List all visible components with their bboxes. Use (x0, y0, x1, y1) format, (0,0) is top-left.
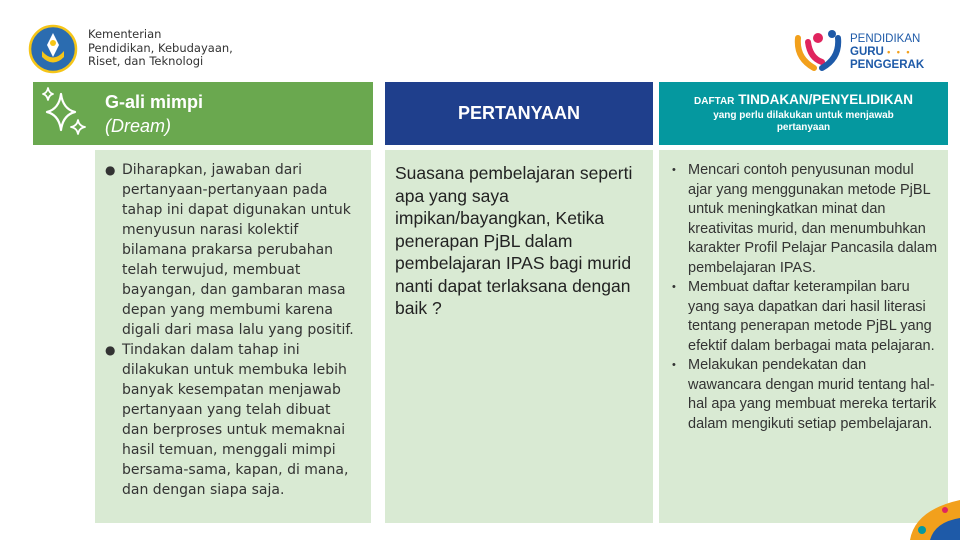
guru-penggerak-mark-icon (792, 28, 844, 72)
g-ali-panel (95, 150, 371, 523)
logo-word-pendidikan: PENDIDIKAN (850, 33, 921, 45)
list-item-text: Melakukan pendekatan dan wawancara dengan murid tentang hal-hal apa yang membuat mereka tertarik dalam mengikuti setiap pembelajaran. (688, 357, 937, 432)
list-item-text: Mencari contoh penyusunan modul ajar yang menggunakan metode PjBL untuk meningkatkan minat dan kreativitas murid, dan menumbuhkan karakter Profil Pelajar Pancasila dalam pembelajaran IPAS. (688, 162, 938, 276)
logo-word-guru: GURU (850, 46, 884, 58)
list-item (671, 356, 940, 434)
list-item-text: Membuat daftar keterampilan baru yang saya dapatkan dari hasil literasi tentang penerapan metode PjBL yang efektif dalam berbagai mata pelajaran. (688, 279, 935, 354)
ministry-line-1: Kementerian (88, 27, 162, 41)
tindakan-subtitle: yang perlu dilakukan untuk menjawab pertanyaan (713, 110, 894, 133)
list-item-text: Diharapkan, jawaban dari pertanyaan-pertanyaan pada tahap ini dapat digunakan untuk menyusun narasi kolektif bilamana prakarsa perubahan telah terwujud, membuat bayangan, dan gambaran masa depan yang membumi karena digali dari masa lalu yang positif. (122, 162, 354, 338)
g-ali-subtitle: (Dream) (105, 116, 171, 136)
tindakan-title-prefix: DAFTAR (694, 96, 735, 107)
g-ali-title: G-ali mimpi (105, 92, 204, 112)
list-item-text: Tindakan dalam tahap ini dilakukan untuk membuka lebih banyak kesempatan menjawab pertanyaan yang telah dibuat dan berproses untuk memaknai hasil temuan, menggali mimpi bersama-sama, kapan, di mana, dan dengan siapa saja. (122, 342, 349, 498)
decorative-pattern-icon (900, 470, 960, 540)
tindakan-panel (659, 150, 948, 523)
tindakan-header (659, 82, 948, 145)
bullet-icon: • (672, 164, 676, 176)
guru-penggerak-logo (792, 26, 942, 76)
pertanyaan-title: PERTANYAAN (457, 103, 581, 123)
ministry-line-2: Pendidikan, Kebudayaan, (88, 40, 233, 55)
kemdikbud-logo-icon (28, 24, 78, 74)
logo-word-penggerak: PENGGERAK (850, 59, 925, 71)
sparkles-icon-box (33, 82, 95, 145)
list-item (671, 161, 940, 278)
sparkles-icon (33, 82, 95, 145)
bullet-icon: ● (105, 163, 116, 177)
bullet-icon: ● (105, 343, 116, 357)
g-ali-list (105, 160, 361, 500)
tindakan-title: TINDAKAN/PENYELIDIKAN (738, 92, 913, 107)
list-item (105, 160, 361, 340)
bullet-icon: • (672, 281, 676, 293)
pertanyaan-panel (385, 150, 653, 523)
question-text: Suasana pembelajaran seperti apa yang saya impikan/bayangkan, Ketika penerapan PjBL dalam pembelajaran IPAS bagi murid nanti dapat terlaksana dengan baik ? (395, 163, 633, 318)
tindakan-list (671, 161, 940, 434)
g-ali-header (95, 82, 373, 145)
list-item (105, 340, 361, 500)
ministry-name (88, 28, 233, 69)
ministry-line-3: Riset, dan Teknologi (88, 54, 204, 68)
pertanyaan-header (385, 82, 653, 145)
list-item (671, 278, 940, 356)
logo-dots: • • • (887, 47, 912, 57)
bullet-icon: • (672, 359, 676, 371)
